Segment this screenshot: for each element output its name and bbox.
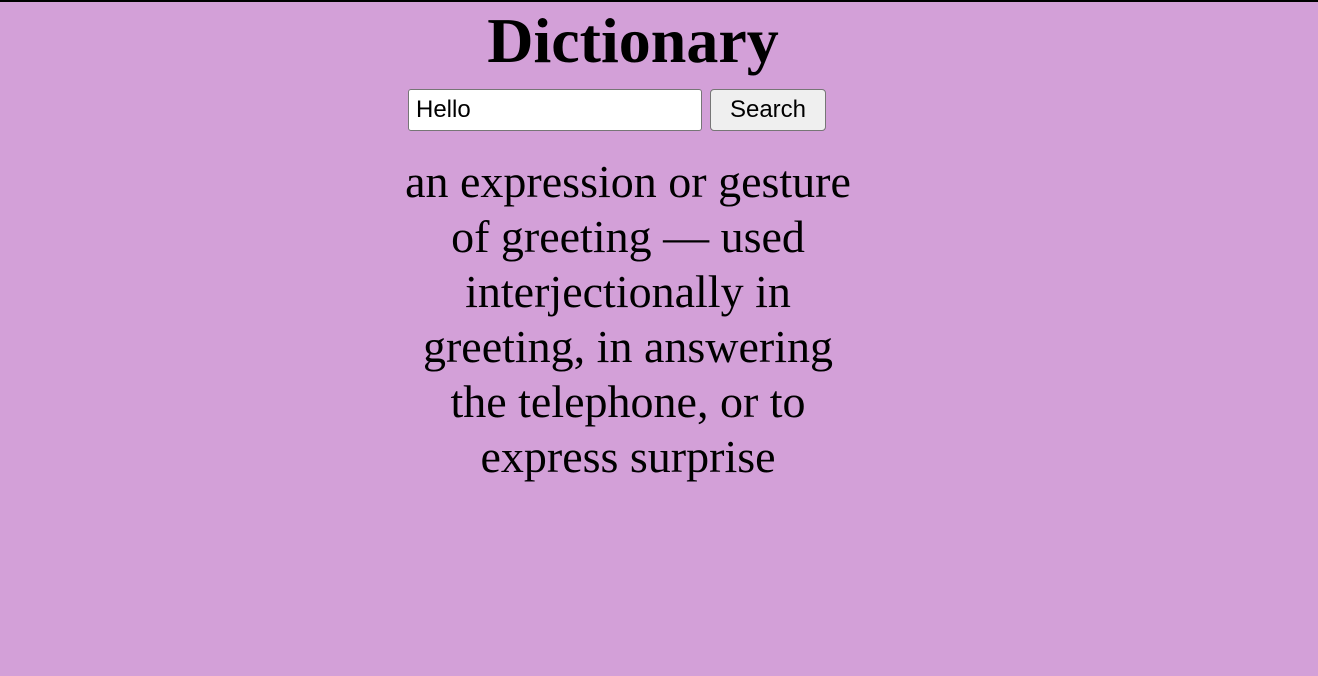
definition-text: an expression or gesture of greeting — used interjectionally in greeting, in answering the telephone, or to express surprise (405, 156, 851, 482)
search-bar (408, 89, 826, 131)
page (0, 2, 1318, 676)
page-title: Dictionary (487, 5, 779, 76)
search-button[interactable]: Search (710, 89, 826, 131)
search-input[interactable] (408, 89, 702, 131)
